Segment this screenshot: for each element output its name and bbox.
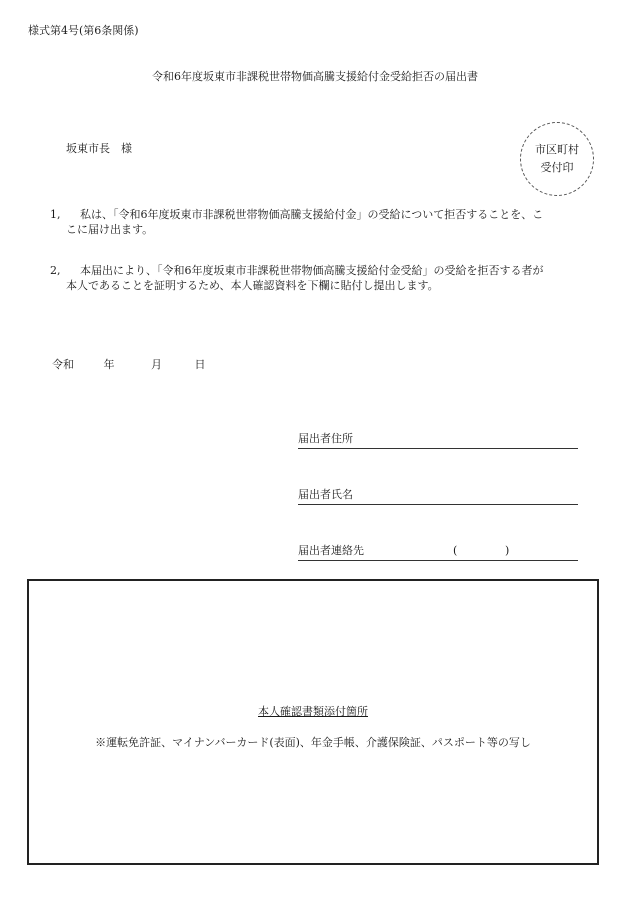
applicant-address-field[interactable] [298, 432, 578, 449]
reception-stamp-area [520, 122, 594, 196]
paren-open: ( [453, 544, 458, 557]
stamp-line-1: 市区町村 [535, 143, 579, 157]
item-number: 2, [50, 264, 61, 277]
applicant-address-label: 届出者住所 [298, 432, 353, 445]
attachment-box-title [29, 705, 597, 720]
date-month: 月 [151, 358, 162, 371]
attachment-box-note: ※運転免許証、マイナンバーカード(表面)、年金手帳、介護保険証、パスポート等の写し [95, 736, 531, 749]
item-text-line-2: こに届け出ます。 [66, 222, 154, 236]
attachment-box-title-text: 本人確認書類添付箇所 [258, 705, 368, 718]
addressee: 坂東市長 様 [66, 142, 132, 155]
item-text-line-1: 本届出により、「令和6年度坂東市非課税世帯物価高騰支援給付金受給」の受給を拒否する者が [80, 264, 544, 277]
item-text-line-1: 私は、「令和6年度坂東市非課税世帯物価高騰支援給付金」の受給について拒否することを、こ [80, 208, 544, 221]
statement-item-1 [50, 208, 590, 238]
form-number: 様式第4号(第6条関係) [28, 24, 139, 37]
paren-close: ) [505, 544, 510, 557]
stamp-line-2: 受付印 [540, 161, 574, 174]
applicant-name-label: 届出者氏名 [298, 488, 353, 501]
applicant-contact-label: 届出者連絡先 [298, 544, 364, 557]
document-title: 令和6年度坂東市非課税世帯物価高騰支援給付金受給拒否の届出書 [152, 70, 478, 83]
date-era: 令和 [52, 358, 74, 371]
statement-item-2 [50, 264, 590, 294]
applicant-name-field[interactable] [298, 488, 578, 505]
applicant-contact-field[interactable] [298, 544, 578, 561]
date-day: 日 [194, 358, 206, 371]
id-document-attachment-box [27, 579, 599, 865]
item-text-line-2: 本人であることを証明するため、本人確認資料を下欄に貼付し提出します。 [66, 278, 439, 292]
item-number: 1, [50, 208, 61, 221]
date-year: 年 [103, 358, 115, 371]
date-line [52, 358, 206, 373]
